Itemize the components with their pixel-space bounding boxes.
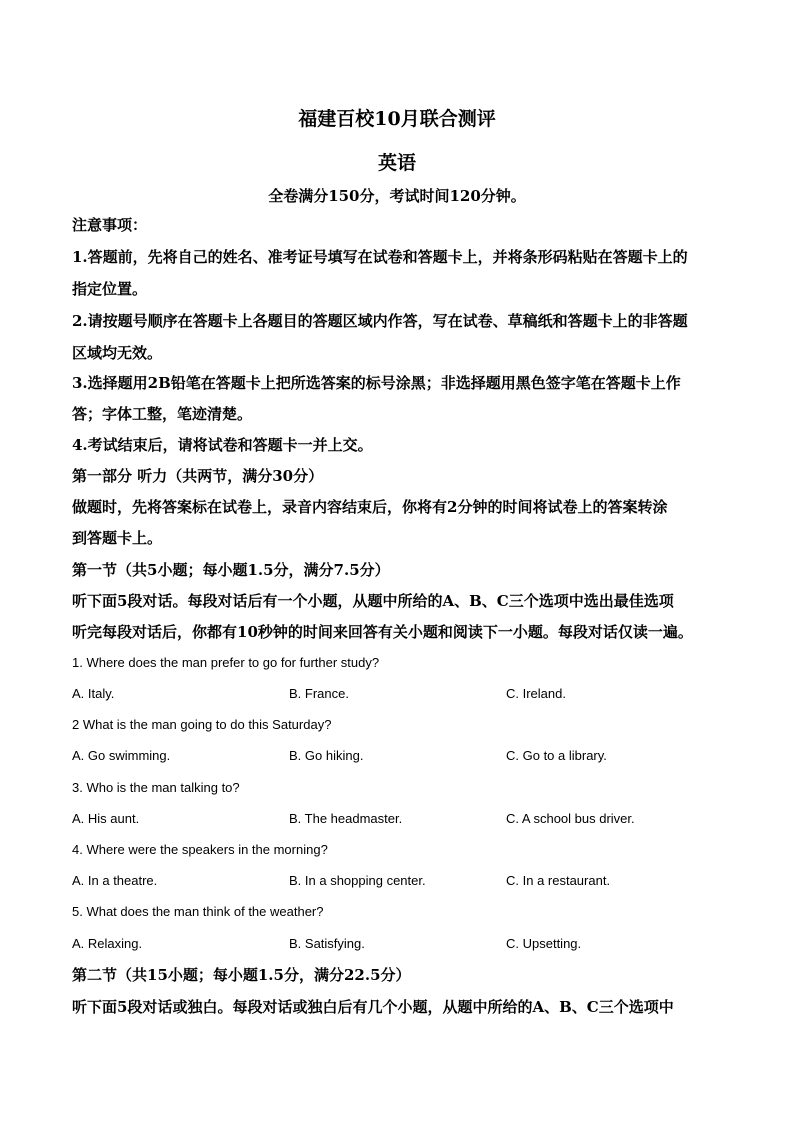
part1-instruction-line-2: 到答题卡上。 xyxy=(72,529,163,547)
note-4: 4.考试结束后，请将试卷和答题卡一并上交。 xyxy=(72,436,373,454)
section1-instruction-line-2: 听完每段对话后，你都有10秒钟的时间来回答有关小题和阅读下一小题。每段对话仅读一遍。 xyxy=(72,623,693,641)
note-3-line-1: 3.选择题用2B铅笔在答题卡上把所选答案的标号涂黑；非选择题用黑色签字笔在答题卡上作 xyxy=(72,374,681,392)
section2-instruction-line-1: 听下面5段对话或独白。每段对话或独白后有几个小题，从题中所给的A、B、C三个选项中 xyxy=(72,998,674,1016)
section1-instruction-line-1: 听下面5段对话。每段对话后有一个小题，从题中所给的A、B、C三个选项中选出最佳选项 xyxy=(72,592,674,610)
question-4-option-a: A. In a theatre. xyxy=(72,873,158,888)
question-4: 4. Where were the speakers in the morning? xyxy=(72,842,328,857)
question-1: 1. Where does the man prefer to go for further study? xyxy=(72,655,380,670)
score-info: 全卷满分150分，考试时间120分钟。 xyxy=(268,187,526,205)
question-3-option-b: B. The headmaster. xyxy=(289,811,403,826)
question-2: 2 What is the man going to do this Saturday? xyxy=(72,717,332,732)
section1-heading: 第一节（共5小题；每小题1.5分，满分7.5分） xyxy=(72,561,390,579)
question-1-option-b: B. France. xyxy=(289,686,349,701)
question-5-option-a: A. Relaxing. xyxy=(72,936,143,951)
question-3-option-c: C. A school bus driver. xyxy=(506,811,635,826)
note-2-line-2: 区域均无效。 xyxy=(72,344,163,362)
question-2-option-b: B. Go hiking. xyxy=(289,748,364,763)
part1-instruction-line-1: 做题时，先将答案标在试卷上，录音内容结束后，你将有2分钟的时间将试卷上的答案转涂 xyxy=(72,498,668,516)
notes-heading: 注意事项： xyxy=(72,216,148,234)
question-4-option-b: B. In a shopping center. xyxy=(289,873,426,888)
note-3-line-2: 答；字体工整，笔迹清楚。 xyxy=(72,405,253,423)
question-5-option-c: C. Upsetting. xyxy=(506,936,582,951)
note-1-line-2: 指定位置。 xyxy=(72,280,148,298)
note-1-line-1: 1.答题前，先将自己的姓名、准考证号填写在试卷和答题卡上，并将条形码粘贴在答题卡上的 xyxy=(72,248,688,266)
question-4-option-c: C. In a restaurant. xyxy=(506,873,611,888)
section2-heading: 第二节（共15小题；每小题1.5分，满分22.5分） xyxy=(72,966,411,984)
question-1-option-c: C. Ireland. xyxy=(506,686,566,701)
question-3-option-a: A. His aunt. xyxy=(72,811,140,826)
question-5-option-b: B. Satisfying. xyxy=(289,936,365,951)
question-3: 3. Who is the man talking to? xyxy=(72,780,240,795)
question-5: 5. What does the man think of the weather? xyxy=(72,904,324,919)
question-1-option-a: A. Italy. xyxy=(72,686,115,701)
question-2-option-c: C. Go to a library. xyxy=(506,748,607,763)
note-2-line-1: 2.请按题号顺序在答题卡上各题目的答题区域内作答，写在试卷、草稿纸和答题卡上的非答题 xyxy=(72,312,688,330)
subject-title: 英语 xyxy=(377,152,416,174)
part1-heading: 第一部分 听力（共两节，满分30分） xyxy=(72,467,324,485)
question-2-option-a: A. Go swimming. xyxy=(72,748,171,763)
exam-title: 福建百校10月联合测评 xyxy=(298,108,496,130)
